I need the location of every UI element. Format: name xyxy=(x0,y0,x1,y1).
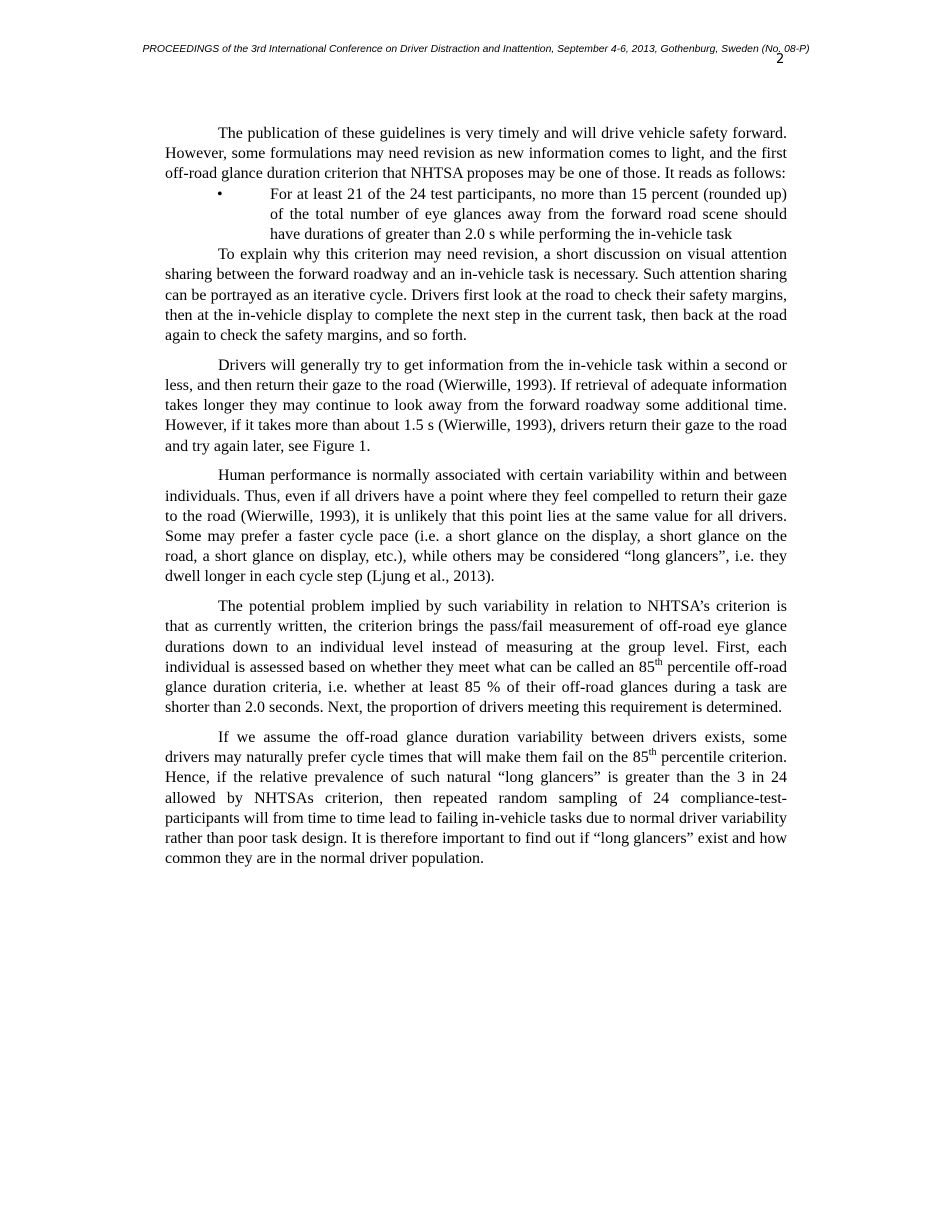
paragraph-6-text-b: percentile criterion. Hence, if the relative prevalence of such natural “long glancers” is greater than the 3 in 24 allowed by NHTSAs criterion, then repeated random sampling of 24 compliance-test-participants will from time to time lead to failing in-vehicle tasks due to normal driver variability rather than poor task design. It is therefore important to find out if “long glancers” exist and how common they are in the normal driver population. xyxy=(165,749,787,868)
paragraph-1: The publication of these guidelines is very timely and will drive vehicle safety forward. However, some formulations may need revision as new information comes to light, and the first off-road glance duration criterion that NHTSA proposes may be one of those. It reads as follows: xyxy=(165,125,787,183)
page-number: 2 xyxy=(776,52,785,67)
ordinal-superscript: th xyxy=(648,746,657,758)
body-text xyxy=(165,124,787,879)
paragraph-5-text-a: The potential problem implied by such variability in relation to NHTSA’s criterion is that as currently written, the criterion brings the pass/fail measurement of off-road eye glance durations down to an individual level instead of measuring at the group level. First, each individual is assessed based on whether they meet what can be called an 85 xyxy=(165,598,787,676)
criterion-list xyxy=(165,185,787,246)
bullet-icon: • xyxy=(217,185,223,203)
paragraph-2: To explain why this criterion may need revision, a short discussion on visual attention sharing between the forward roadway and an in-vehicle task is necessary. Such attention sharing can be portrayed as an iterative cycle. Drivers first look at the road to check their safety margins, then at the in-vehicle display to complete the next step in the current task, then back at the road again to check the safety margins, and so forth. xyxy=(165,246,787,345)
list-item-text: For at least 21 of the 24 test participants, no more than 15 percent (rounded up) of the total number of eye glances away from the forward road scene should have durations of greater than 2.0 s while performing the in-vehicle task xyxy=(270,185,787,244)
paragraph-6 xyxy=(165,728,787,869)
running-header: PROCEEDINGS of the 3rd International Conference on Driver Distraction and Inattention, September 4-6, 2013, Gothenburg, Sweden (No. 08-P) xyxy=(142,44,810,55)
ordinal-superscript: th xyxy=(654,656,663,668)
paragraph-3: Drivers will generally try to get information from the in-vehicle task within a second or less, and then return their gaze to the road (Wierwille, 1993). If retrieval of adequate information takes longer they may continue to look away from the forward roadway some additional time. However, if it takes more than about 1.5 s (Wierwille, 1993), drivers return their gaze to the road and try again later, see Figure 1. xyxy=(165,356,787,455)
paragraph-5-text-b: percentile off-road glance duration criteria, i.e. whether at least 85 % of their off-road glances during a task are shorter than 2.0 seconds. Next, the proportion of drivers meeting this requirement is determined. xyxy=(165,658,787,717)
paragraph-6-text-a: If we assume the off-road glance duration variability between drivers exists, some drivers may naturally prefer cycle times that will make them fail on the 85 xyxy=(165,729,787,767)
paragraph-4: Human performance is normally associated with certain variability within and between individuals. Thus, even if all drivers have a point where they feel compelled to return their gaze to the road (Wierwille, 1993), it is unlikely that this point lies at the same value for all drivers. Some may prefer a faster cycle pace (i.e. a short glance on the display, a short glance on the road, a short glance on display, etc.), while others may be considered “long glancers”, i.e. they dwell longer in each cycle step (Ljung et al., 2013). xyxy=(165,467,787,586)
paragraph-5 xyxy=(165,597,787,718)
list-item xyxy=(165,185,787,246)
